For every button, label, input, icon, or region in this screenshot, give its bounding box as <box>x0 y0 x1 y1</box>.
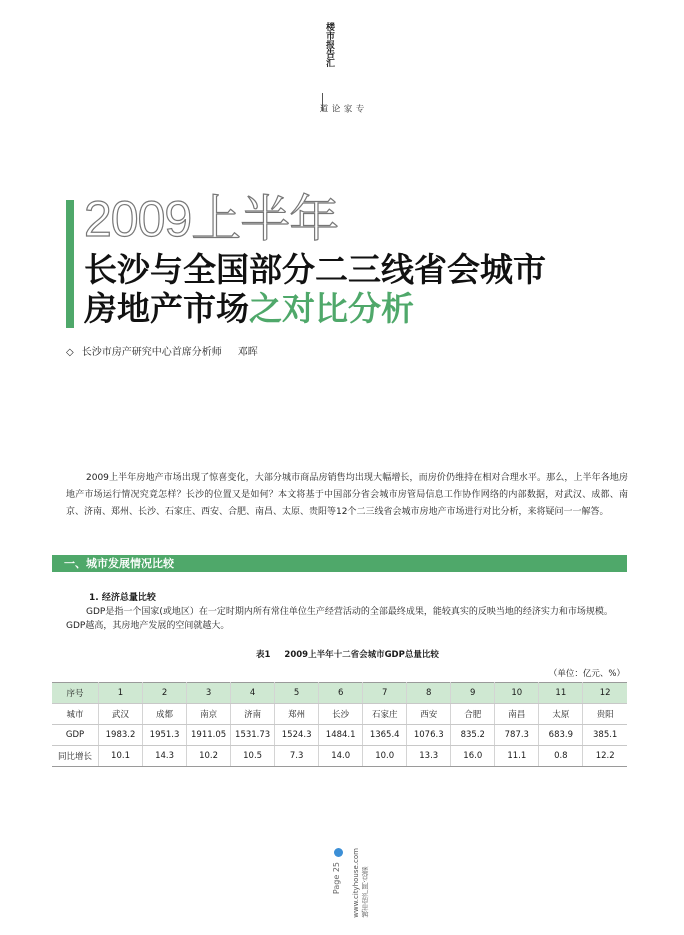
table-cell: 1911.05 <box>187 725 231 746</box>
table-cell: 10 <box>495 683 539 704</box>
table-cell: 1983.2 <box>99 725 143 746</box>
table-cell: 10.1 <box>99 746 143 767</box>
table-cell: 10.5 <box>231 746 275 767</box>
logo-icon <box>334 848 343 857</box>
subsection-heading: 1. 经济总量比较 <box>89 593 156 603</box>
table-cell: 长沙 <box>319 704 363 725</box>
table-cell: 6 <box>319 683 363 704</box>
table-cell: 2 <box>143 683 187 704</box>
table-cell: 10.0 <box>363 746 407 767</box>
table-cell: 0.8 <box>539 746 583 767</box>
column-tag-main: 楼市报告汇 <box>324 22 334 67</box>
footer-url-line-2: 城市房产网·总第 <box>361 866 369 918</box>
table-cell: 12 <box>583 683 627 704</box>
table-cell: 郑州 <box>275 704 319 725</box>
column-tag <box>311 22 364 115</box>
section-heading: 一、城市发展情况比较 <box>64 557 174 570</box>
row-label-seq: 序号 <box>52 683 99 704</box>
diamond-icon: ◇ <box>66 347 74 358</box>
table-cell: 石家庄 <box>363 704 407 725</box>
subsection-paragraph: GDP是指一个国家(或地区）在一定时期内所有常住单位生产经营活动的全部最终成果，能较真实的反映当地的经济实力和市场规模。GDP越高，其房地产发展的空间就越大。 <box>66 607 613 631</box>
footer-url <box>352 848 370 918</box>
title-line-2-green: 之对比分析 <box>249 289 414 328</box>
table-cell: 贵阳 <box>583 704 627 725</box>
table-cell: 1 <box>99 683 143 704</box>
table-title: 2009上半年十二省会城市GDP总量比较 <box>284 650 439 660</box>
table-cell: 合肥 <box>451 704 495 725</box>
table-cell: 11 <box>539 683 583 704</box>
table-cell: 1524.3 <box>275 725 319 746</box>
table-cell: 4 <box>231 683 275 704</box>
gdp-table <box>52 682 627 767</box>
table-cell: 12.2 <box>583 746 627 767</box>
table-row-gdp <box>52 725 627 746</box>
row-label-growth: 同比增长 <box>52 746 99 767</box>
author-affiliation: 长沙市房产研究中心首席分析师 <box>81 347 222 358</box>
author-name: 邓晖 <box>237 347 258 358</box>
author-line <box>66 343 258 358</box>
footer-url-line-1: www.cityhouse.com <box>352 848 360 918</box>
column-tag-sub: 专家论道 <box>318 104 364 115</box>
table-cell: 8 <box>407 683 451 704</box>
title-line-2 <box>84 289 414 329</box>
table-cell: 1365.4 <box>363 725 407 746</box>
page-number: Page 25 <box>332 862 341 895</box>
table-cell: 10.2 <box>187 746 231 767</box>
title-line-2-black: 房地产市场 <box>84 289 249 328</box>
table-cell: 7 <box>363 683 407 704</box>
table-row-growth <box>52 746 627 767</box>
table-cell: 成都 <box>143 704 187 725</box>
table-cell: 385.1 <box>583 725 627 746</box>
table-cell: 1484.1 <box>319 725 363 746</box>
title-line-1: 长沙与全国部分二三线省会城市 <box>84 250 546 289</box>
title-accent-bar <box>66 200 74 328</box>
table-cell: 武汉 <box>99 704 143 725</box>
table-cell: 1951.3 <box>143 725 187 746</box>
table-cell: 太原 <box>539 704 583 725</box>
table-cell: 16.0 <box>451 746 495 767</box>
table-caption <box>256 648 439 660</box>
table-unit: （单位：亿元、%） <box>548 669 625 679</box>
row-label-city: 城市 <box>52 704 99 725</box>
table-cell: 7.3 <box>275 746 319 767</box>
table-cell: 南京 <box>187 704 231 725</box>
table-cell: 835.2 <box>451 725 495 746</box>
table-cell: 5 <box>275 683 319 704</box>
table-cell: 西安 <box>407 704 451 725</box>
table-cell: 14.0 <box>319 746 363 767</box>
table-cell: 1531.73 <box>231 725 275 746</box>
table-cell: 9 <box>451 683 495 704</box>
table-cell: 南昌 <box>495 704 539 725</box>
table-cell: 683.9 <box>539 725 583 746</box>
table-cell: 11.1 <box>495 746 539 767</box>
page-footer <box>332 848 372 918</box>
row-label-gdp: GDP <box>52 725 99 746</box>
table-cell: 1076.3 <box>407 725 451 746</box>
table-row-city <box>52 704 627 725</box>
table-cell: 787.3 <box>495 725 539 746</box>
intro-paragraph: 2009上半年房地产市场出现了惊喜变化，大部分城市商品房销售均出现大幅增长，而房价仍维持在相对合理水平。那么，上半年各地房地产市场运行情况究竟怎样？长沙的位置又是如何？本文将基于中国部分省会城市房管局信息工作协作网络的内部数据，对武汉、成都、南京、济南、郑州、长沙、石家庄、西安、合肥、南昌、太原、贵阳等12个二三线省会城市房地产市场进行对比分析，来将疑问一一解答。 <box>66 473 628 517</box>
section-heading-bar <box>52 555 627 572</box>
title-year: 2009上半年 <box>84 191 339 247</box>
table-cell: 13.3 <box>407 746 451 767</box>
table-number: 表1 <box>256 650 271 660</box>
table-cell: 3 <box>187 683 231 704</box>
table-cell: 14.3 <box>143 746 187 767</box>
table-row-seq <box>52 683 627 704</box>
table-cell: 济南 <box>231 704 275 725</box>
